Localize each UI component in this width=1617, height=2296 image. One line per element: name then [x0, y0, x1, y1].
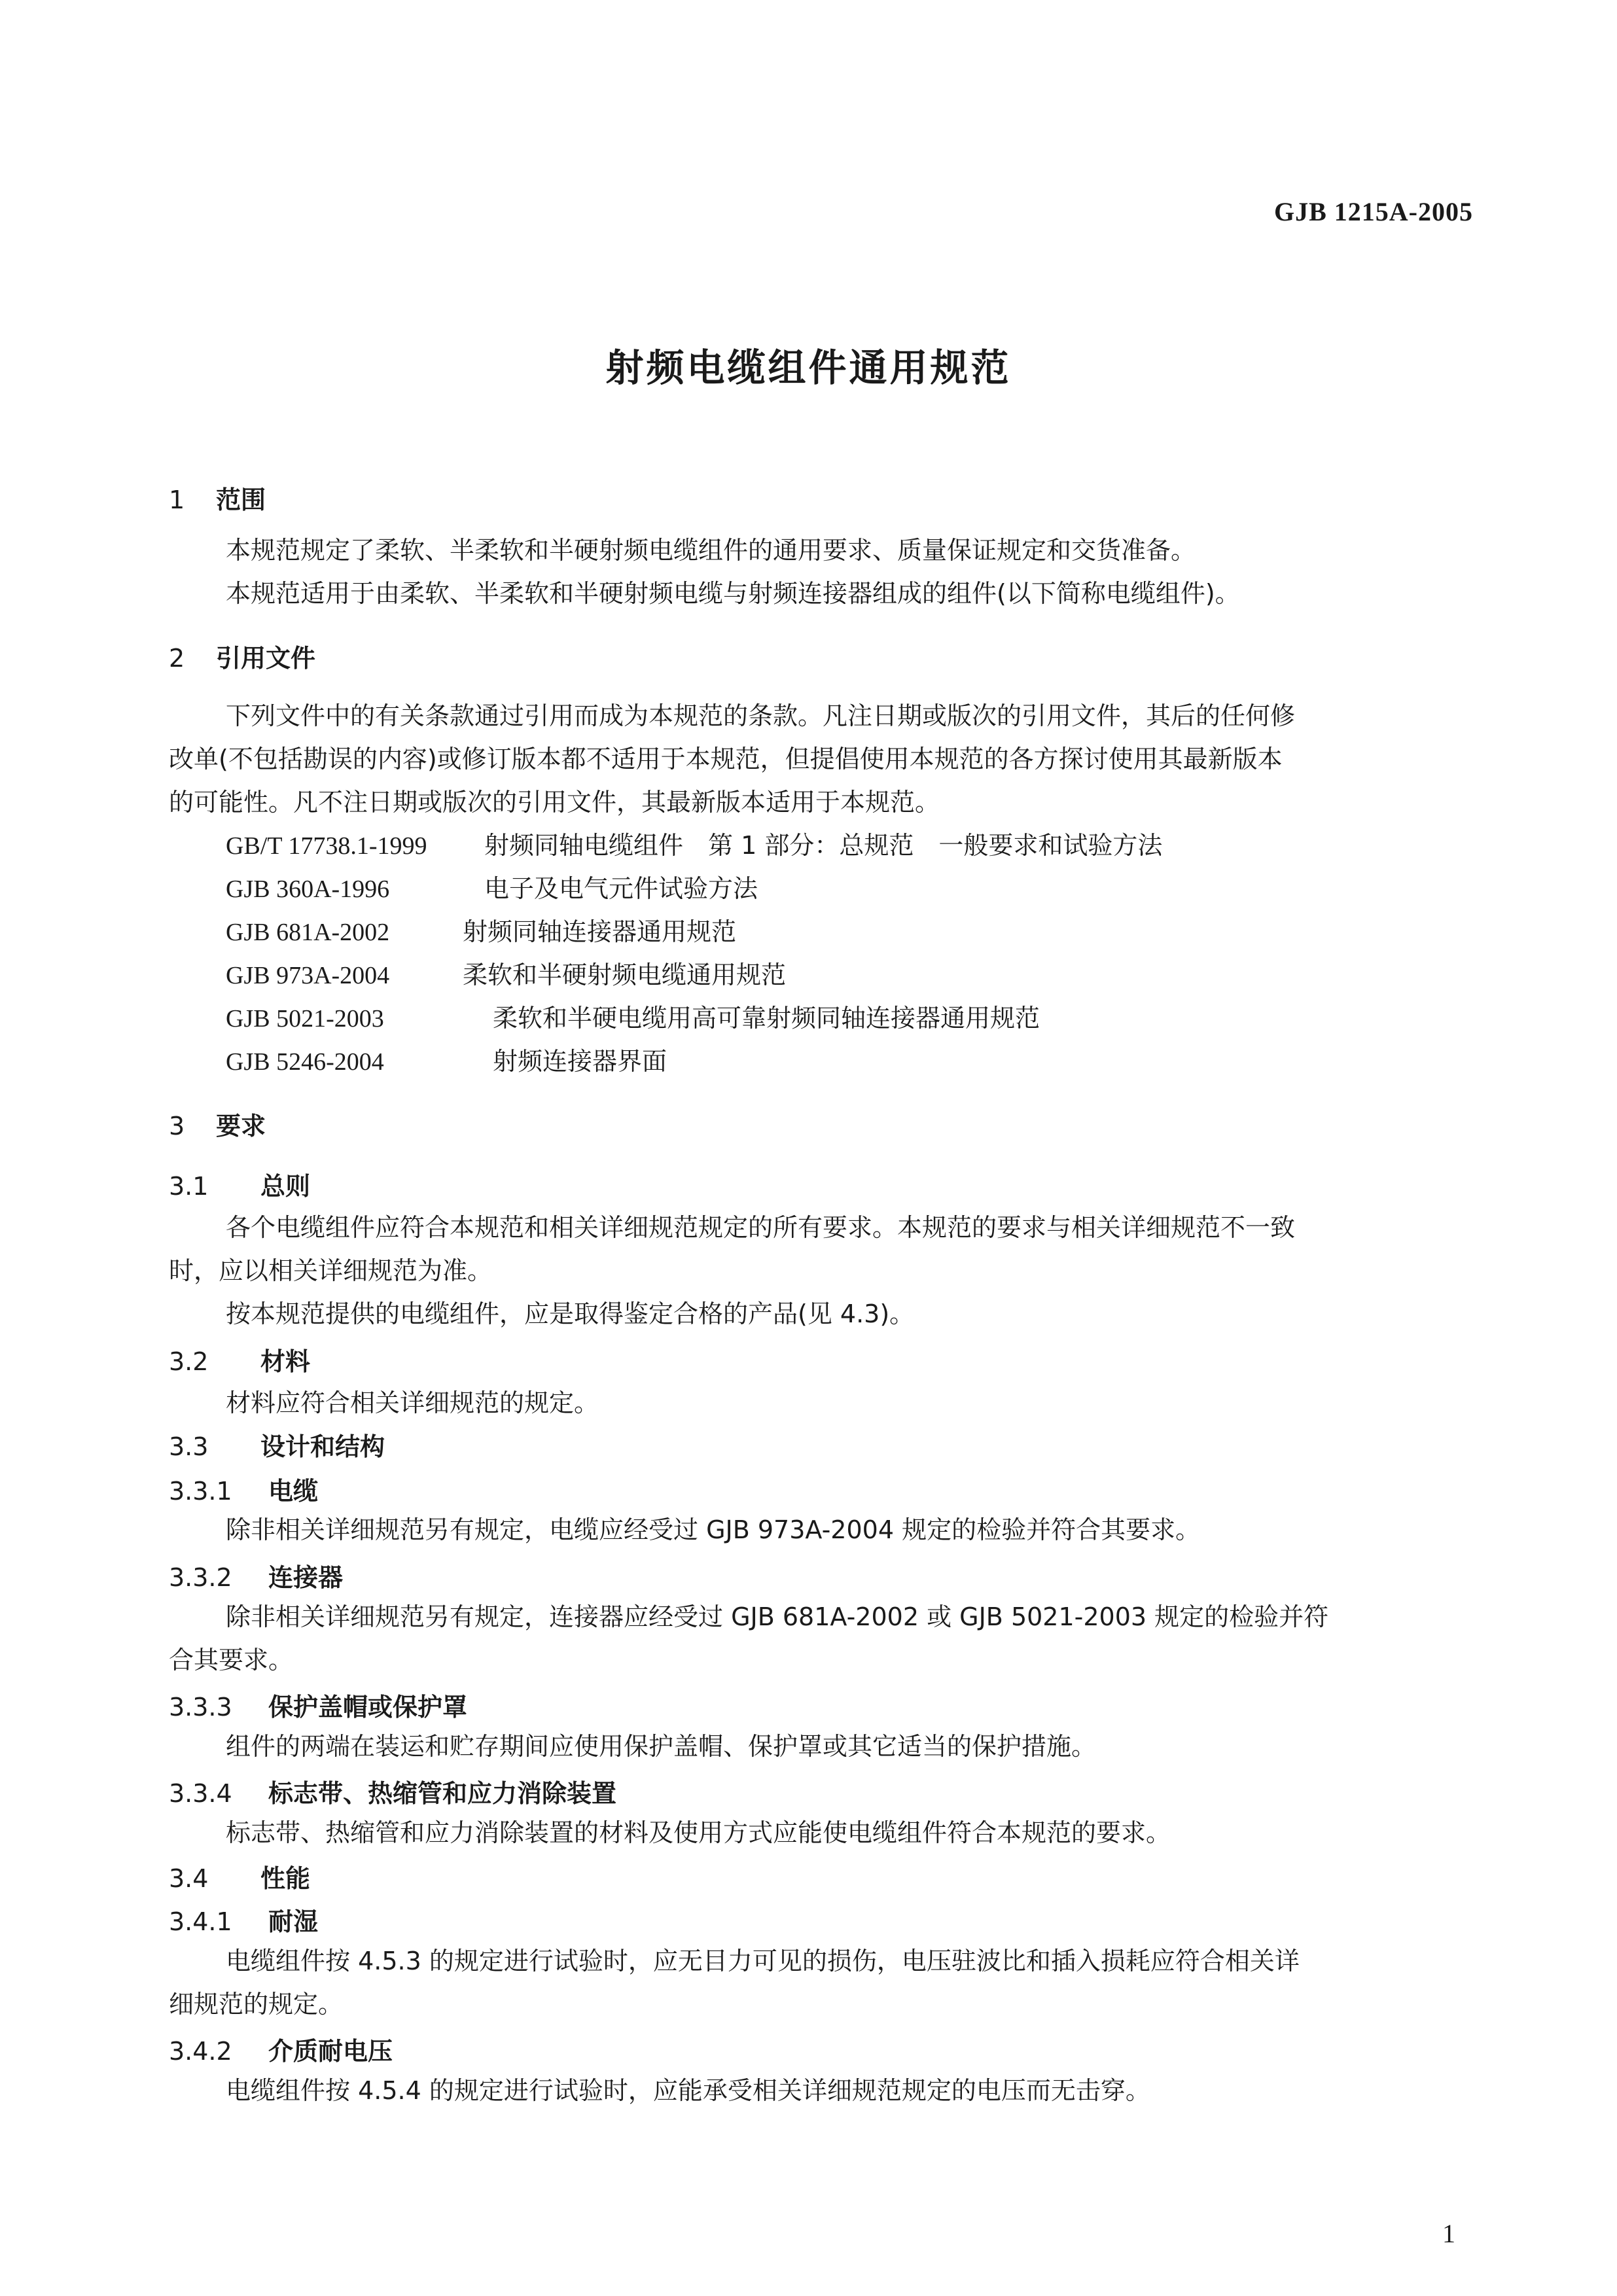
- paragraph: 除非相关详细规范另有规定，电缆应经受过 GJB 973A-2004 规定的检验并符合其要求。: [226, 1515, 1201, 1544]
- reference-title: 射频连接器界面: [493, 1047, 667, 1076]
- paragraph: 组件的两端在装运和贮存期间应使用保护盖帽、保护罩或其它适当的保护措施。: [226, 1732, 1097, 1761]
- paragraph: 材料应符合相关详细规范的规定。: [226, 1388, 599, 1417]
- section-3-4-1-heading: [169, 1901, 318, 1937]
- section-title: 要求: [216, 1112, 266, 1140]
- section-number: 3.4.1: [169, 1907, 232, 1936]
- section-title: 设计和结构: [260, 1432, 385, 1461]
- reference-title: 射频同轴连接器通用规范: [463, 917, 737, 946]
- section-title: 引用文件: [216, 644, 316, 673]
- section-3-3-1-heading: [169, 1471, 318, 1507]
- section-3-3-2-heading: [169, 1557, 343, 1593]
- section-number: 3: [169, 1112, 185, 1140]
- section-number: 3.3.1: [169, 1477, 232, 1506]
- reference-item: [226, 997, 1040, 1040]
- section-3-2-heading: [169, 1341, 310, 1377]
- reference-code: GB/T 17738.1-1999: [226, 832, 427, 860]
- paragraph-line: 除非相关详细规范另有规定，连接器应经受过 GJB 681A-2002 或 GJB 5021-2003 规定的检验并符: [226, 1602, 1329, 1631]
- section-2-heading: [169, 638, 315, 674]
- section-title: 耐湿: [268, 1907, 319, 1936]
- section-title: 性能: [260, 1864, 311, 1893]
- reference-item: [226, 824, 1163, 868]
- document-number: GJB 1215A-2005: [1274, 197, 1473, 226]
- reference-item: [226, 867, 758, 911]
- section-title: 材料: [260, 1347, 311, 1376]
- section-1-heading: [169, 480, 266, 516]
- paragraph-line: 各个电缆组件应符合本规范和相关详细规范规定的所有要求。本规范的要求与相关详细规范不一致: [226, 1213, 1296, 1242]
- paragraph-line: 时，应以相关详细规范为准。: [169, 1256, 493, 1285]
- section-3-4-heading: [169, 1858, 310, 1894]
- section-3-3-heading: [169, 1426, 385, 1462]
- section-3-1-heading: [169, 1166, 310, 1202]
- section-number: 2: [169, 644, 185, 673]
- section-title: 总则: [260, 1172, 311, 1201]
- reference-title: 射频同轴电缆组件 第 1 部分：总规范 一般要求和试验方法: [484, 831, 1163, 860]
- section-number: 3.3: [169, 1432, 209, 1461]
- paragraph-line: 电缆组件按 4.5.3 的规定进行试验时，应无目力可见的损伤，电压驻波比和插入损耗应符合相关详: [226, 1947, 1300, 1975]
- paragraph-line: 下列文件中的有关条款通过引用而成为本规范的条款。凡注日期或版次的引用文件，其后的任何修: [226, 701, 1296, 730]
- reference-title: 柔软和半硬射频电缆通用规范: [463, 961, 787, 989]
- reference-code: GJB 681A-2002: [226, 919, 390, 946]
- section-3-heading: [169, 1106, 266, 1142]
- reference-code: GJB 360A-1996: [226, 875, 390, 903]
- section-3-3-3-heading: [169, 1687, 467, 1723]
- section-title: 范围: [216, 486, 266, 514]
- paragraph-line: 改单(不包括勘误的内容)或修订版本都不适用于本规范，但提倡使用本规范的各方探讨使用其最新版本: [169, 745, 1283, 773]
- reference-code: GJB 5246-2004: [226, 1048, 384, 1076]
- paragraph-line: 细规范的规定。: [169, 1990, 344, 2019]
- page-title: 射频电缆组件通用规范: [605, 345, 1012, 390]
- section-number: 3.4.2: [169, 2037, 232, 2066]
- reference-item: [226, 910, 737, 954]
- reference-item: [226, 953, 787, 997]
- section-3-3-4-heading: [169, 1773, 616, 1809]
- page-number: 1: [1442, 2219, 1455, 2248]
- section-title: 连接器: [268, 1563, 344, 1592]
- reference-item: [226, 1040, 667, 1084]
- section-number: 1: [169, 486, 185, 514]
- paragraph: 按本规范提供的电缆组件，应是取得鉴定合格的产品(见 4.3)。: [226, 1299, 915, 1328]
- section-number: 3.2: [169, 1347, 209, 1376]
- section-number: 3.4: [169, 1864, 209, 1893]
- reference-code: GJB 973A-2004: [226, 962, 390, 989]
- section-title: 介质耐电压: [268, 2037, 393, 2066]
- paragraph: 本规范规定了柔软、半柔软和半硬射频电缆组件的通用要求、质量保证规定和交货准备。: [226, 536, 1196, 565]
- section-number: 3.3.3: [169, 1693, 232, 1722]
- paragraph: 电缆组件按 4.5.4 的规定进行试验时，应能承受相关详细规范规定的电压而无击穿。: [226, 2076, 1150, 2105]
- paragraph-line: 的可能性。凡不注日期或版次的引用文件，其最新版本适用于本规范。: [169, 788, 940, 817]
- paragraph-line: 合其要求。: [169, 1646, 294, 1674]
- section-title: 电缆: [268, 1477, 319, 1506]
- reference-title: 电子及电气元件试验方法: [484, 874, 758, 903]
- section-number: 3.3.2: [169, 1563, 232, 1592]
- reference-title: 柔软和半硬电缆用高可靠射频同轴连接器通用规范: [493, 1004, 1040, 1033]
- section-title: 保护盖帽或保护罩: [268, 1693, 468, 1722]
- section-number: 3.1: [169, 1172, 209, 1201]
- section-number: 3.3.4: [169, 1779, 232, 1808]
- section-title: 标志带、热缩管和应力消除装置: [268, 1779, 617, 1808]
- section-3-4-2-heading: [169, 2031, 393, 2067]
- paragraph: 标志带、热缩管和应力消除装置的材料及使用方式应能使电缆组件符合本规范的要求。: [226, 1818, 1171, 1847]
- reference-code: GJB 5021-2003: [226, 1005, 384, 1033]
- paragraph: 本规范适用于由柔软、半柔软和半硬射频电缆与射频连接器组成的组件(以下简称电缆组件)。: [226, 579, 1240, 608]
